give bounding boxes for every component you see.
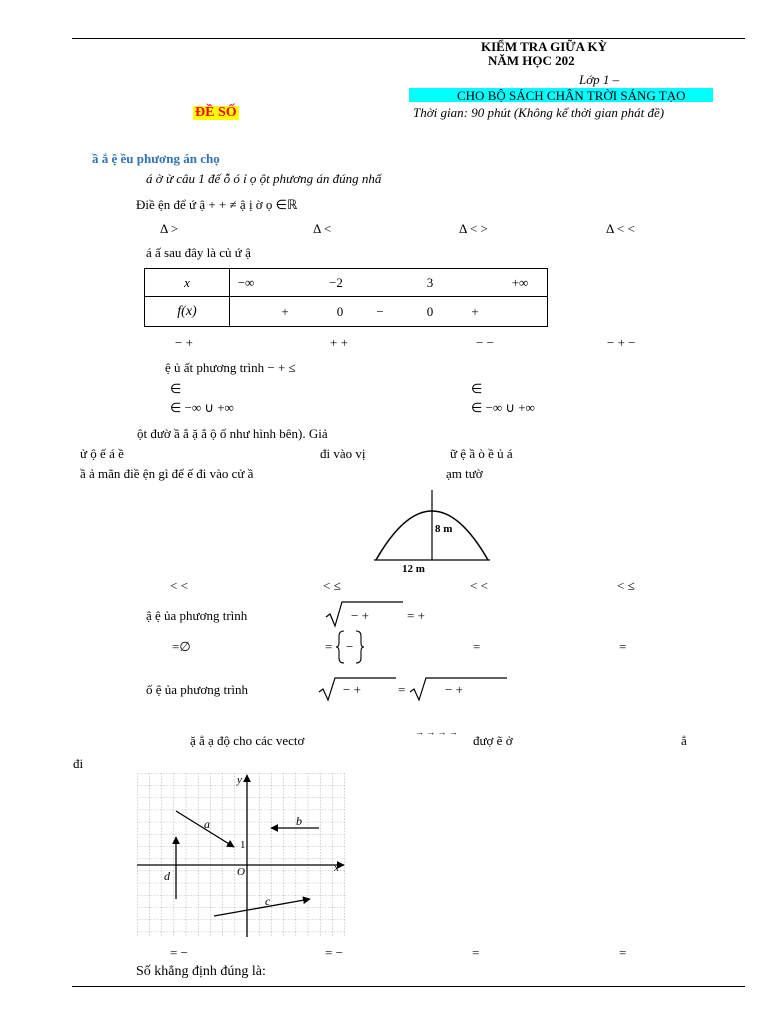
q3-option-c: ∈ −∞ ∪ +∞ bbox=[170, 400, 234, 415]
vector-b-label: b bbox=[296, 814, 302, 828]
q7-question: Số khẳng định đúng là: bbox=[136, 964, 266, 979]
q5-rhs: = + bbox=[407, 608, 425, 623]
grid-background bbox=[137, 773, 345, 937]
q7-statement-4: = bbox=[619, 945, 627, 960]
q4-line-1: ột đườ ầ ắ ặ ắ ộ ố như hình bên). Giả bbox=[137, 426, 328, 441]
q5-option-d: = bbox=[619, 639, 627, 654]
q7-text-end: ẳ bbox=[681, 733, 687, 748]
q1-option-a: Δ > bbox=[160, 221, 179, 236]
sign-table-f-header bbox=[145, 297, 230, 327]
q5-text: ậ ệ ủa phương trình bbox=[146, 608, 248, 623]
top-rule bbox=[72, 38, 745, 39]
sign-table-x-label: x bbox=[184, 274, 190, 290]
school-year: NĂM HỌC 202 bbox=[488, 53, 575, 68]
vector-grid-figure bbox=[136, 771, 348, 939]
f-sign-3: − bbox=[376, 303, 384, 319]
q3-option-d: ∈ −∞ ∪ +∞ bbox=[471, 400, 535, 415]
q2-option-a: − + bbox=[175, 335, 193, 350]
q6-text: ố ệ ủa phương trình bbox=[146, 682, 249, 697]
q1-option-b: Δ < bbox=[313, 221, 332, 236]
f-sign-1: + bbox=[281, 303, 289, 319]
book-series-text: CHO BỘ SÁCH CHÂN TRỜI SÁNG TẠO bbox=[457, 88, 686, 103]
q5-option-a: =∅ bbox=[172, 639, 191, 654]
q5-option-b-set: − bbox=[346, 639, 354, 654]
q6-radical-content-2: − + bbox=[445, 682, 463, 697]
section-instruction: á ờ ừ câu 1 đế ỗ ó ỉ ọ ột phương án đúng nhấ bbox=[146, 171, 382, 186]
q4-option-c: < < bbox=[470, 578, 488, 593]
q7-line-2: đi bbox=[73, 756, 84, 771]
gate-parabola-figure bbox=[370, 484, 492, 576]
origin-label: O bbox=[237, 866, 245, 878]
axis-y-label: y bbox=[237, 774, 242, 786]
q5-option-b: = bbox=[325, 639, 333, 654]
bottom-rule bbox=[72, 986, 745, 987]
exam-number: ĐỀ SỐ bbox=[195, 105, 237, 120]
axis-x-label: x bbox=[334, 862, 339, 874]
q2-option-b: + + bbox=[330, 335, 348, 350]
x-value-neg-2: −2 bbox=[329, 274, 343, 290]
f-sign-4: 0 bbox=[426, 303, 434, 319]
q7-statement-3: = bbox=[472, 945, 480, 960]
q1-option-d: Δ < < bbox=[606, 221, 635, 236]
vector-a-label: a bbox=[204, 817, 210, 831]
q4-option-a: < < bbox=[170, 578, 188, 593]
book-series-banner bbox=[409, 88, 713, 102]
gate-width-label: 12 m bbox=[402, 563, 425, 575]
q7-statement-1: = − bbox=[170, 945, 188, 960]
q4-line-2-left: ử ộ ế á ề bbox=[80, 446, 124, 461]
gate-height-label: 8 m bbox=[435, 523, 453, 535]
sign-table-x-values bbox=[230, 269, 548, 297]
q4-option-d: < ≤ bbox=[617, 578, 635, 593]
q7-vector-arrows: → → → → bbox=[415, 727, 458, 737]
vector-d-label: d bbox=[164, 869, 170, 883]
exam-title: KIỂM TRA GIỮA KỲ bbox=[481, 39, 608, 54]
q4-line-2-right: ữ ệ ầ ò ề ủ á bbox=[450, 446, 513, 461]
q7-text-2: đượ ẽ ở bbox=[473, 733, 513, 748]
q4-line-2-mid: đi vào vị bbox=[320, 446, 366, 461]
q3-option-b: ∈ bbox=[471, 381, 483, 396]
tick-1-label: 1 bbox=[240, 839, 246, 851]
q2-option-c: − − bbox=[476, 335, 494, 350]
q1-option-c: Δ < > bbox=[459, 221, 488, 236]
q4-line-3-end: ạm tườ bbox=[446, 466, 483, 481]
section-heading: ầ ắ ệ ều phương án chọ bbox=[92, 151, 220, 166]
q6-equals: = bbox=[398, 682, 406, 697]
q6-radical-content-1: − + bbox=[343, 682, 361, 697]
x-value-pos-inf: +∞ bbox=[511, 274, 529, 290]
sign-table bbox=[144, 268, 548, 327]
exam-duration: Thời gian: 90 phút (Không kể thời gian phát đề) bbox=[413, 105, 665, 120]
q7-text: ặ ẳ ạ độ cho các vectơ bbox=[190, 733, 305, 748]
sign-table-f-label: f(x) bbox=[177, 303, 197, 319]
sign-table-f-signs bbox=[230, 297, 548, 327]
x-value-3: 3 bbox=[426, 274, 434, 290]
q7-statement-2: = − bbox=[325, 945, 343, 960]
f-sign-2: 0 bbox=[336, 303, 344, 319]
f-sign-5: + bbox=[471, 303, 479, 319]
q2-option-d: − + − bbox=[607, 335, 636, 350]
q4-line-3: ầ ả mãn điề ện gì để ế đi vào cử ầ bbox=[80, 466, 254, 481]
q1-text: Điề ện để ứ ậ + + ≠ ậ ị ờ ọ ∈ℝ bbox=[136, 197, 298, 212]
q4-option-b: < ≤ bbox=[323, 578, 341, 593]
q3-text: ệ ủ ất phương trình − + ≤ bbox=[165, 360, 296, 375]
grade-label: Lớp 1 – bbox=[579, 72, 620, 87]
q5-option-c: = bbox=[473, 639, 481, 654]
vector-c-label: c bbox=[265, 894, 271, 908]
x-value-neg-inf: −∞ bbox=[237, 274, 255, 290]
q2-text: á ấ sau đây là củ ứ ậ bbox=[146, 245, 251, 260]
q3-option-a: ∈ bbox=[170, 381, 182, 396]
q5-radical-content: − + bbox=[351, 608, 369, 623]
sign-table-x-header bbox=[145, 269, 230, 297]
